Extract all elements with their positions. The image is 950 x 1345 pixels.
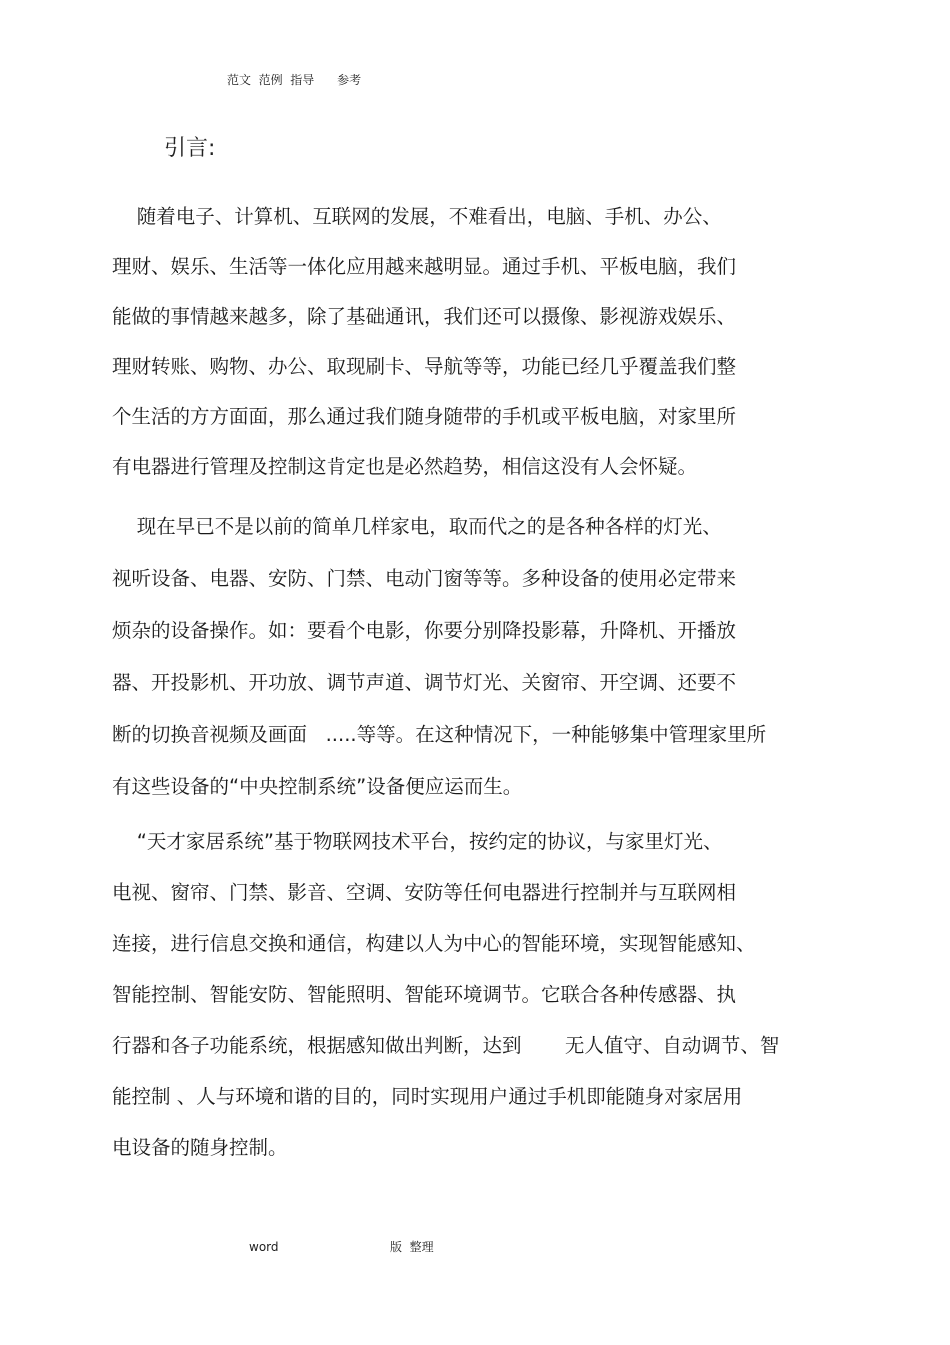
text-line: 有这些设备的“中央控制系统”设备便应运而生。 [112, 775, 523, 798]
text-line: 随着电子、计算机、互联网的发展，不难看出，电脑、手机、办公、 [112, 205, 722, 228]
page-footer-right: 版 整理 [390, 1240, 434, 1254]
text-line: 能做的事情越来越多，除了基础通讯，我们还可以摄像、影视游戏娱乐、 [112, 305, 737, 328]
text-line: 现在早已不是以前的简单几样家电，取而代之的是各种各样的灯光、 [112, 515, 722, 538]
text-line: 能控制 、人与环境和谐的目的，同时实现用户通过手机即能随身对家居用 [112, 1085, 743, 1108]
text-line: 理财转账、购物、办公、取现刷卡、导航等等，功能已经几乎覆盖我们整 [112, 355, 737, 378]
text-line: 视听设备、电器、安防、门禁、电动门窗等等。多种设备的使用必定带来 [112, 567, 737, 590]
text-line: 个生活的方方面面，那么通过我们随身随带的手机或平板电脑，对家里所 [112, 405, 737, 428]
text-line: 连接，进行信息交换和通信，构建以人为中心的智能环境，实现智能感知、 [112, 932, 756, 955]
text-line: 行器和各子功能系统，根据感知做出判断，达到 无人值守、自动调节、智 [112, 1034, 780, 1057]
page-footer-left: word [249, 1240, 279, 1254]
text-line: 器、开投影机、开功放、调节声道、调节灯光、关窗帘、开空调、还要不 [112, 671, 737, 694]
text-line: 有电器进行管理及控制这肯定也是必然趋势，相信这没有人会怀疑。 [112, 455, 698, 478]
text-line: 理财、娱乐、生活等一体化应用越来越明显。通过手机、平板电脑，我们 [112, 255, 737, 278]
page-header: 范文 范例 指导 参考 [227, 73, 362, 87]
text-line: 电设备的随身控制。 [112, 1136, 288, 1159]
text-line: “天才家居系统”基于物联网技术平台，按约定的协议，与家里灯光、 [112, 830, 723, 853]
text-line: 烦杂的设备操作。如：要看个电影，你要分别降投影幕，升降机、开播放 [112, 619, 737, 642]
text-line: 电视、窗帘、门禁、影音、空调、安防等任何电器进行控制并与互联网相 [112, 881, 737, 904]
text-line: 智能控制、智能安防、智能照明、智能环境调节。它联合各种传感器、执 [112, 983, 737, 1006]
section-title: 引言: [164, 136, 216, 161]
text-line: 断的切换音视频及画面 .....等等。在这种情况下，一种能够集中管理家里所 [112, 723, 767, 746]
